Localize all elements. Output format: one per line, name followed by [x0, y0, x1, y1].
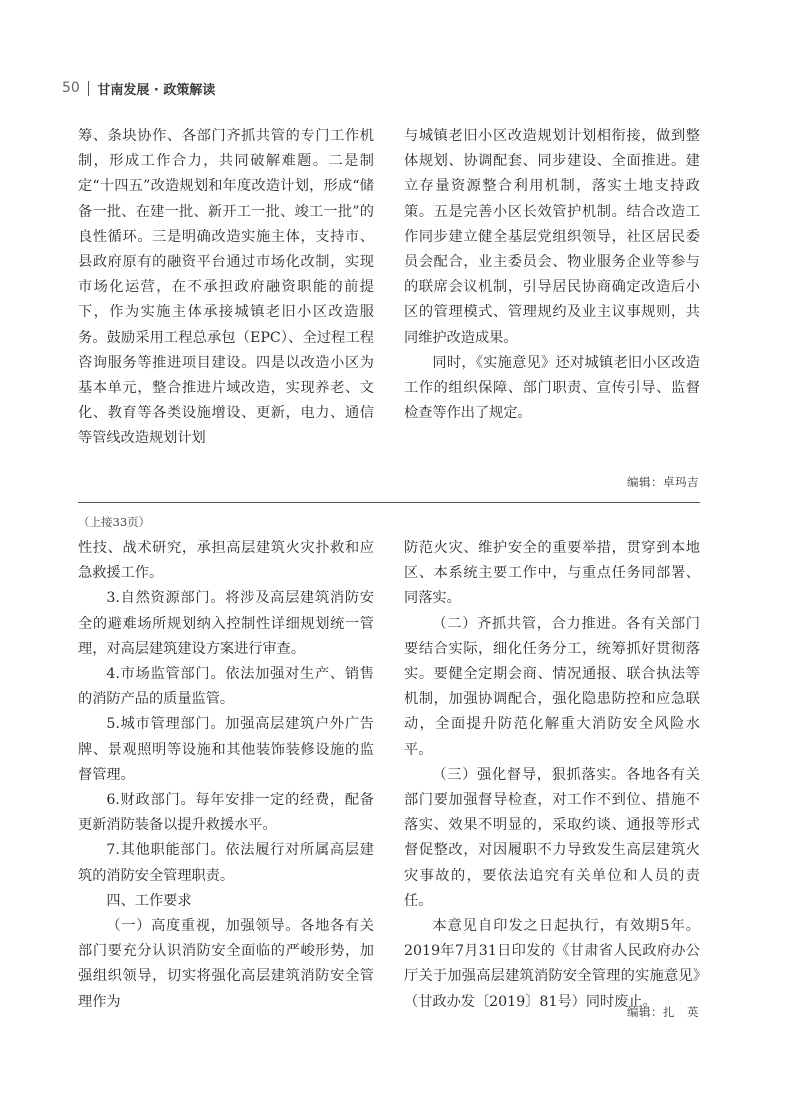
- header-divider: [88, 81, 90, 96]
- top-article-column-left: [78, 124, 374, 452]
- section-divider: [78, 502, 700, 503]
- journal-section-title: 甘南发展 · 政策解读: [97, 82, 216, 98]
- page-number: 50: [62, 80, 80, 96]
- paragraph: 7.其他职能部门。依法履行对所属高层建筑的消防安全管理职责。: [78, 842, 374, 884]
- paragraph: 本意见自印发之日起执行，有效期5年。2019年7月31日印发的《甘肃省人民政府办公厅关于加强高层建筑消防安全管理的实施意见》（甘政办发〔2019〕81号）同时废止。: [404, 918, 700, 1010]
- paragraph: 与城镇老旧小区改造规划计划相衔接，做到整体规划、协调配套、同步建设、全面推进。建立存量资源整合利用机制，落实土地支持政策。五是完善小区长效管护机制。结合改造工作同步建立健全基层党组织领导，社区居民委员会配合，业主委员会、物业服务企业等参与的联席会议机制，引导居民协商确定改造后小区的管理模式、管理规约及业主议事规则，共同维护改造成果。: [404, 128, 700, 346]
- paragraph: 6.财政部门。每年安排一定的经费，配备更新消防装备以提升救援水平。: [78, 792, 374, 834]
- editor-credit: 编辑：卓玛吉: [627, 475, 699, 489]
- paragraph: （一）高度重视，加强领导。各地各有关部门要充分认识消防安全面临的严峻形势，加强组织领导，切实将强化高层建筑消防安全管理作为: [78, 918, 374, 1010]
- paragraph: 5.城市管理部门。加强高层建筑户外广告牌、景观照明等设施和其他装饰装修设施的监督管理。: [78, 716, 374, 783]
- page-header: [62, 78, 215, 98]
- paragraph: 性技、战术研究，承担高层建筑火灾扑救和应急救援工作。: [78, 540, 374, 582]
- paragraph: 4.市场监管部门。依法加强对生产、销售的消防产品的质量监管。: [78, 666, 374, 708]
- paragraph: 防范火灾、维护安全的重要举措，贯穿到本地区、本系统主要工作中，与重点任务同部署、同落实。: [404, 540, 700, 607]
- continued-from-note: （上接33页）: [78, 515, 151, 529]
- paragraph: 同时，《实施意见》还对城镇老旧小区改造工作的组织保障、部门职责、宣传引导、监督检查等作出了规定。: [404, 354, 700, 422]
- bottom-article-column-right: [404, 536, 700, 1015]
- bottom-article-column-left: [78, 536, 374, 1015]
- section-heading: 四、工作要求: [106, 892, 192, 909]
- editor-credit: 编辑：扎 英: [627, 1005, 699, 1019]
- paragraph: 3.自然资源部门。将涉及高层建筑消防安全的避难场所规划纳入控制性详细规划统一管理，对高层建筑建设方案进行审查。: [78, 590, 374, 657]
- paragraph: 筹、条块协作、各部门齐抓共管的专门工作机制，形成工作合力，共同破解难题。二是制定“十四五”改造规划和年度改造计划，形成“储备一批、在建一批、新开工一批、竣工一批”的良性循环。三是明确改造实施主体，支持市、县政府原有的融资平台通过市场化改制，实现市场化运营，在不承担政府融资职能的前提下，作为实施主体承接城镇老旧小区改造服务。鼓励采用工程总承包（EPC）、全过程工程咨询服务等推进项目建设。四是以改造小区为基本单元，整合推进片域改造，实现养老、文化、教育等各类设施增设、更新，电力、通信等管线改造规划计划: [78, 128, 374, 447]
- top-article-column-right: [404, 124, 700, 426]
- paragraph: （二）齐抓共管，合力推进。各有关部门要结合实际，细化任务分工，统筹抓好贯彻落实。要健全定期会商、情况通报、联合执法等机制，加强协调配合，强化隐患防控和应急联动，全面提升防范化解重大消防安全风险水平。: [404, 615, 700, 758]
- paragraph: （三）强化督导，狠抓落实。各地各有关部门要加强督导检查，对工作不到位、措施不落实、效果不明显的，采取约谈、通报等形式督促整改，对因履职不力导致发生高层建筑火灾事故的，要依法追究有关单位和人员的责任。: [404, 766, 700, 909]
